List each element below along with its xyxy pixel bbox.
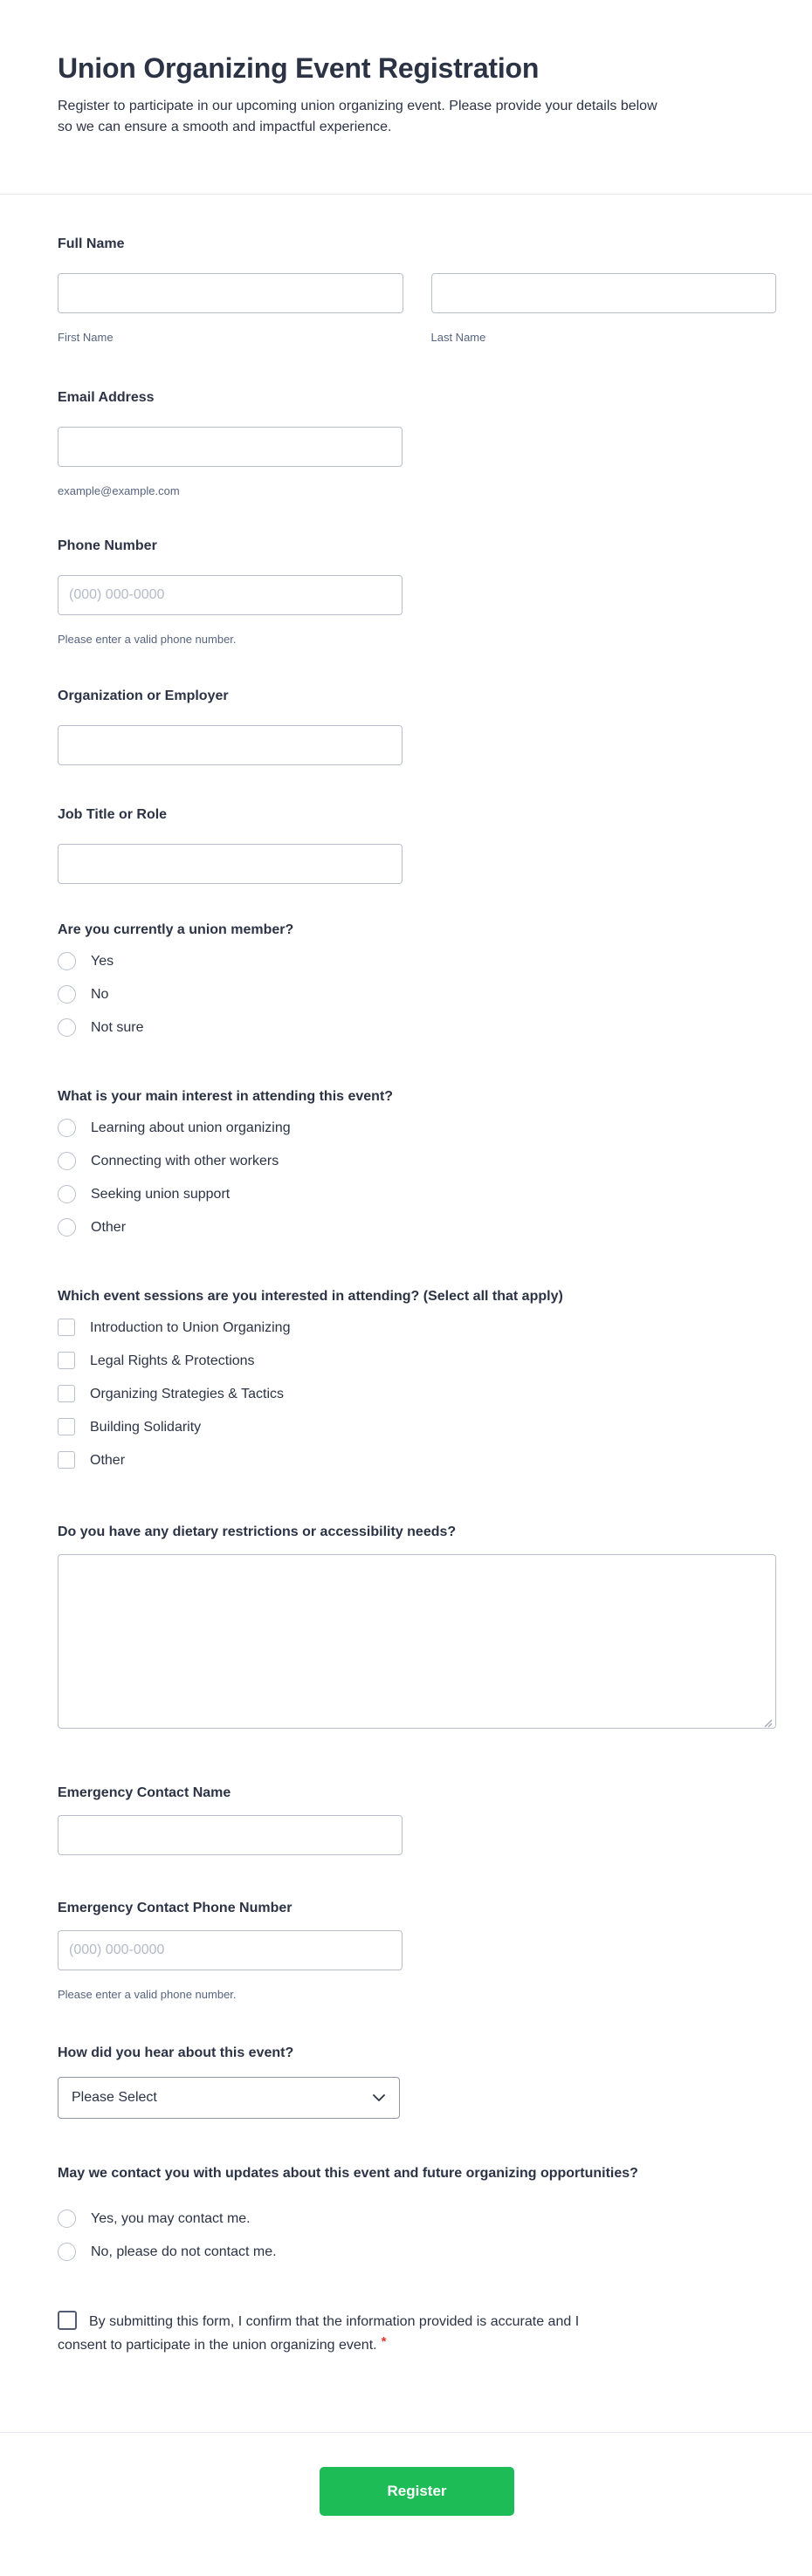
union-member-options: [58, 952, 776, 1037]
agreement-checkbox[interactable]: [58, 2311, 77, 2330]
question-phone: [58, 537, 776, 647]
checkbox-option-introduction[interactable]: [58, 1319, 776, 1336]
dietary-label: Do you have any dietary restrictions or accessibility needs?: [58, 1524, 457, 1539]
question-full-name: [58, 235, 776, 345]
dietary-textarea-wrap: [58, 1554, 776, 1733]
last-name-sublabel: Last Name: [430, 331, 486, 344]
form-footer: [0, 2433, 812, 2516]
main-interest-label: What is your main interest in attending this event?: [58, 1089, 394, 1104]
radio-icon[interactable]: [58, 1185, 76, 1203]
emergency-phone-sublabel: Please enter a valid phone number.: [58, 1988, 237, 2001]
checkbox-icon[interactable]: [58, 1385, 75, 1402]
full-name-sublabels: [58, 330, 776, 345]
checkbox-option-solidarity[interactable]: [58, 1418, 776, 1435]
question-referral: [58, 2044, 776, 2119]
radio-icon[interactable]: [58, 1119, 76, 1137]
radio-option-label: Other: [91, 1220, 127, 1235]
contact-consent-label: May we contact you with updates about this event and future organizing opportunities?: [58, 2166, 638, 2181]
radio-option-label: Not sure: [91, 1020, 144, 1035]
emergency-name-input[interactable]: [58, 1815, 403, 1855]
referral-select[interactable]: [58, 2077, 400, 2119]
organization-label: Organization or Employer: [58, 689, 229, 703]
email-label: Email Address: [58, 390, 155, 405]
radio-icon[interactable]: [58, 985, 76, 1004]
question-organization: [58, 687, 776, 765]
checkbox-option-label: Introduction to Union Organizing: [90, 1319, 291, 1335]
checkbox-option-strategies[interactable]: [58, 1385, 776, 1402]
question-email: [58, 388, 776, 498]
first-name-input[interactable]: [58, 273, 403, 313]
radio-option-may-contact[interactable]: [58, 2209, 776, 2228]
radio-icon[interactable]: [58, 1218, 76, 1237]
form-header: [0, 0, 812, 138]
full-name-label: Full Name: [58, 236, 125, 251]
phone-sublabel: Please enter a valid phone number.: [58, 633, 237, 646]
job-title-label: Job Title or Role: [58, 807, 168, 822]
sessions-label: Which event sessions are you interested in attending? (Select all that apply): [58, 1289, 563, 1304]
contact-consent-options: [58, 2209, 776, 2261]
radio-option-label: No, please do not contact me.: [91, 2244, 277, 2259]
agreement-text: By submitting this form, I confirm that the information provided is accurate and I consent to participate in the union organizing event.: [58, 2314, 580, 2353]
radio-icon[interactable]: [58, 1018, 76, 1037]
radio-icon[interactable]: [58, 1152, 76, 1170]
page-subtitle: Register to participate in our upcoming union organizing event. Please provide your details below so we can ensure a smooth and impactful experience.: [58, 99, 657, 134]
question-job-title: [58, 805, 776, 884]
organization-input[interactable]: [58, 725, 403, 765]
first-name-sublabel: First Name: [58, 331, 114, 344]
radio-option-label: Yes: [91, 954, 114, 969]
checkbox-option-label: Other: [90, 1452, 126, 1468]
phone-input[interactable]: [58, 575, 403, 615]
checkbox-icon[interactable]: [58, 1352, 75, 1369]
union-member-label: Are you currently a union member?: [58, 922, 294, 937]
radio-option-connecting[interactable]: [58, 1152, 776, 1170]
email-sublabel: example@example.com: [58, 484, 180, 497]
required-asterisk: *: [381, 2334, 387, 2349]
radio-option-label: Yes, you may contact me.: [91, 2211, 251, 2226]
radio-option-no-contact[interactable]: [58, 2243, 776, 2261]
register-button[interactable]: Register: [320, 2467, 514, 2516]
emergency-phone-label: Emergency Contact Phone Number: [58, 1901, 292, 1915]
agreement-row[interactable]: [58, 2310, 616, 2357]
question-dietary: [58, 1523, 776, 1733]
phone-label: Phone Number: [58, 538, 157, 553]
radio-option-other-interest[interactable]: [58, 1218, 776, 1237]
radio-icon[interactable]: [58, 2243, 76, 2261]
email-input[interactable]: [58, 427, 403, 467]
last-name-input[interactable]: [431, 273, 777, 313]
full-name-inputs: [58, 273, 776, 313]
radio-option-label: Seeking union support: [91, 1187, 231, 1202]
checkbox-option-label: Legal Rights & Protections: [90, 1353, 255, 1368]
question-agreement: [58, 2310, 776, 2357]
radio-option-yes[interactable]: [58, 952, 776, 970]
radio-option-not-sure[interactable]: [58, 1018, 776, 1037]
checkbox-option-label: Building Solidarity: [90, 1419, 202, 1435]
question-emergency-phone: [58, 1899, 776, 2002]
question-main-interest: [58, 1087, 776, 1237]
job-title-input[interactable]: [58, 844, 403, 884]
chevron-down-icon: [373, 2094, 385, 2102]
radio-option-no[interactable]: [58, 985, 776, 1004]
checkbox-icon[interactable]: [58, 1319, 75, 1336]
emergency-phone-input[interactable]: [58, 1930, 403, 1970]
radio-icon[interactable]: [58, 2209, 76, 2228]
dietary-textarea[interactable]: [58, 1554, 776, 1729]
checkbox-option-other-session[interactable]: [58, 1451, 776, 1469]
question-emergency-name: [58, 1784, 776, 1855]
radio-option-label: Learning about union organizing: [91, 1120, 291, 1135]
question-sessions: [58, 1287, 776, 1469]
radio-option-label: Connecting with other workers: [91, 1154, 279, 1168]
radio-option-support[interactable]: [58, 1185, 776, 1203]
radio-option-learning[interactable]: [58, 1119, 776, 1137]
form-body: [0, 195, 812, 2357]
referral-label: How did you hear about this event?: [58, 2045, 294, 2060]
checkbox-icon[interactable]: [58, 1451, 75, 1469]
main-interest-options: [58, 1119, 776, 1237]
checkbox-icon[interactable]: [58, 1418, 75, 1435]
radio-icon[interactable]: [58, 952, 76, 970]
question-union-member: [58, 921, 776, 1037]
sessions-options: [58, 1319, 776, 1469]
radio-option-label: No: [91, 987, 109, 1002]
checkbox-option-legal-rights[interactable]: [58, 1352, 776, 1369]
page-title: Union Organizing Event Registration: [58, 52, 540, 84]
checkbox-option-label: Organizing Strategies & Tactics: [90, 1386, 285, 1401]
emergency-name-label: Emergency Contact Name: [58, 1785, 231, 1800]
referral-select-value: Please Select: [72, 2090, 157, 2105]
question-contact-consent: [58, 2162, 776, 2261]
